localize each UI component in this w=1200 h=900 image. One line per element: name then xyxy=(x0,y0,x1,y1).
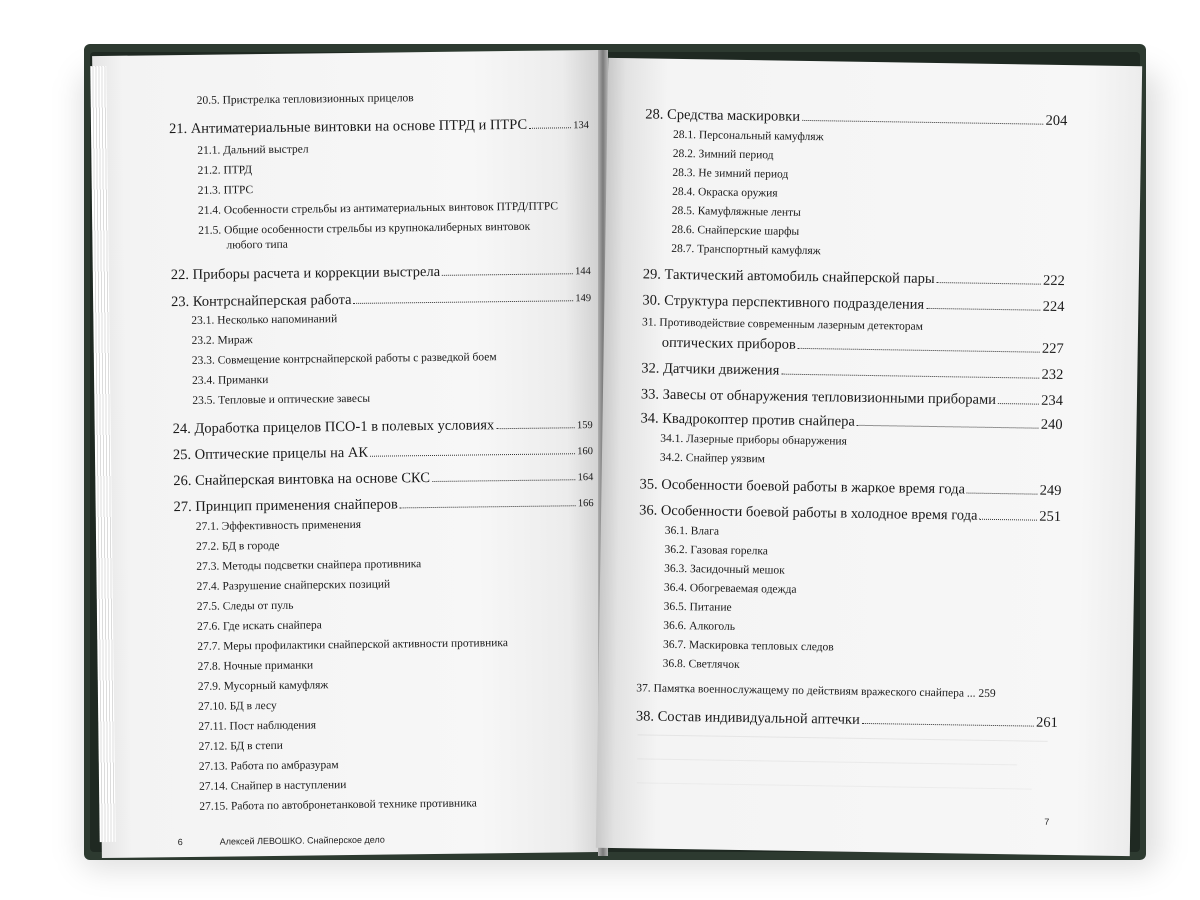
toc-entry-32: 32. Датчики движения 232 xyxy=(641,360,1064,384)
toc-entry-27-2: 27.2. БД в городе xyxy=(196,539,280,553)
toc-entry-21-2: 21.2. ПТРД xyxy=(197,164,253,177)
toc-entry-30: 30. Структура перспективного подразделения 224 xyxy=(642,292,1065,316)
toc-entry-27-7: 27.7. Меры профилактики снайперской активности противника xyxy=(197,637,508,653)
toc-entry-27-15: 27.15. Работа по автобронетанковой технике противника xyxy=(199,797,477,813)
toc-entry-23-2: 23.2. Мираж xyxy=(191,334,253,347)
toc-entry-20-5: 20.5. Пристрелка тепловизионных прицелов xyxy=(196,92,414,107)
toc-entry-38: 38. Состав индивидуальной аптечки 261 xyxy=(635,708,1058,731)
toc-entry-28-5: 28.5. Камуфляжные ленты xyxy=(671,204,801,219)
toc-entry-27-11: 27.11. Пост наблюдения xyxy=(198,719,317,733)
toc-entry-27-1: 27.1. Эффективность применения xyxy=(195,518,362,533)
toc-entry-24: 24. Доработка прицелов ПСО-1 в полевых условиях 159 xyxy=(172,417,593,438)
toc-entry-26: 26. Снайперская винтовка на основе СКС 164 xyxy=(173,470,594,490)
toc-entry-36: 36. Особенности боевой работы в холодное время года 251 xyxy=(639,502,1062,526)
toc-entry-21-4: 21.4. Особенности стрельбы из антиматериальных винтовок ПТРД/ПТРС xyxy=(197,200,559,217)
toc-entry-28-2: 28.2. Зимний период xyxy=(672,147,774,162)
left-page xyxy=(92,50,608,858)
page-number-right: 7 xyxy=(1044,816,1050,827)
toc-entry-28-7: 28.7. Транспортный камуфляж xyxy=(671,242,821,258)
toc-entry-27-6: 27.6. Где искать снайпера xyxy=(197,619,322,633)
toc-entry-27-9: 27.9. Мусорный камуфляж xyxy=(197,679,329,693)
toc-entry-23-3: 23.3. Совмещение контрснайперской работы с разведкой боем xyxy=(191,351,497,367)
show-through-line xyxy=(637,758,1017,765)
toc-entry-21-5-cont: любого типа xyxy=(226,238,288,252)
toc-entry-36-5: 36.5. Питание xyxy=(663,600,732,614)
running-head: Алексей ЛЕВОШКО. Снайперское дело xyxy=(219,834,385,847)
toc-entry-28-3: 28.3. Не зимний период xyxy=(672,166,789,181)
toc-entry-27-13: 27.13. Работа по амбразурам xyxy=(198,759,339,773)
toc-entry-34: 34. Квадрокоптер против снайпера 240 xyxy=(640,410,1063,434)
right-page xyxy=(596,58,1142,856)
toc-entry-23-1: 23.1. Несколько напоминаний xyxy=(191,313,338,327)
toc-entry-36-6: 36.6. Алкоголь xyxy=(663,619,736,633)
toc-entry-27-8: 27.8. Ночные приманки xyxy=(197,659,314,673)
toc-entry-36-3: 36.3. Засидочный мешок xyxy=(664,562,785,577)
toc-entry-22: 22. Приборы расчета и коррекции выстрела 144 xyxy=(170,263,591,284)
toc-entry-31-cont: оптических приборов 227 xyxy=(661,334,1064,358)
toc-entry-27-10: 27.10. БД в лесу xyxy=(198,699,277,713)
toc-entry-23: 23. Контрснайперская работа 149 xyxy=(171,291,592,311)
toc-entry-36-8: 36.8. Светлячок xyxy=(662,657,740,671)
page-number-left: 6 xyxy=(177,837,183,848)
toc-entry-27: 27. Принцип применения снайперов 166 xyxy=(173,496,594,516)
toc-entry-23-5: 23.5. Тепловые и оптические завесы xyxy=(192,392,371,407)
toc-entry-21-3: 21.3. ПТРС xyxy=(197,184,254,197)
toc-entry-27-5: 27.5. Следы от пуль xyxy=(196,599,294,613)
toc-entry-27-14: 27.14. Снайпер в наступлении xyxy=(198,779,347,793)
toc-entry-34-2: 34.2. Снайпер уязвим xyxy=(659,451,766,466)
toc-entry-31: 31. Противодействие современным лазерным детекторам xyxy=(641,316,924,333)
toc-entry-27-12: 27.12. БД в степи xyxy=(198,739,283,753)
show-through-line xyxy=(638,734,1048,741)
toc-entry-23-4: 23.4. Приманки xyxy=(192,373,269,387)
toc-entry-34-1: 34.1. Лазерные приборы обнаружения xyxy=(660,432,847,448)
toc-entry-36-2: 36.2. Газовая горелка xyxy=(664,543,769,558)
toc-entry-28: 28. Средства маскировки 204 xyxy=(645,106,1068,130)
toc-entry-28-1: 28.1. Персональный камуфляж xyxy=(672,128,824,144)
toc-entry-21-1: 21.1. Дальний выстрел xyxy=(197,143,309,157)
toc-entry-27-3: 27.3. Методы подсветки снайпера противника xyxy=(196,558,422,573)
toc-entry-21: 21. Антиматериальные винтовки на основе ПТРД и ПТРС 134 xyxy=(168,116,590,138)
toc-entry-36-7: 36.7. Маскировка тепловых следов xyxy=(662,638,834,654)
show-through-line xyxy=(637,782,1032,789)
toc-entry-21-5: 21.5. Общие особенности стрельбы из крупнокалиберных винтовок xyxy=(198,220,531,237)
toc-entry-36-4: 36.4. Обогреваемая одежда xyxy=(663,581,797,596)
toc-entry-28-4: 28.4. Окраска оружия xyxy=(672,185,778,200)
toc-entry-29: 29. Тактический автомобиль снайперской пары 222 xyxy=(642,266,1065,290)
toc-entry-36-1: 36.1. Влага xyxy=(664,524,720,538)
toc-entry-25: 25. Оптические прицелы на АК 160 xyxy=(172,444,594,464)
toc-entry-28-6: 28.6. Снайперские шарфы xyxy=(671,223,800,238)
toc-entry-27-4: 27.4. Разрушение снайперских позиций xyxy=(196,578,391,593)
toc-entry-33: 33. Завесы от обнаружения тепловизионными приборами 234 xyxy=(640,386,1064,410)
toc-entry-37: 37. Памятка военнослужащему по действиям вражеского снайпера ... 259 xyxy=(636,682,996,701)
toc-entry-35: 35. Особенности боевой работы в жаркое время года 249 xyxy=(639,476,1062,500)
